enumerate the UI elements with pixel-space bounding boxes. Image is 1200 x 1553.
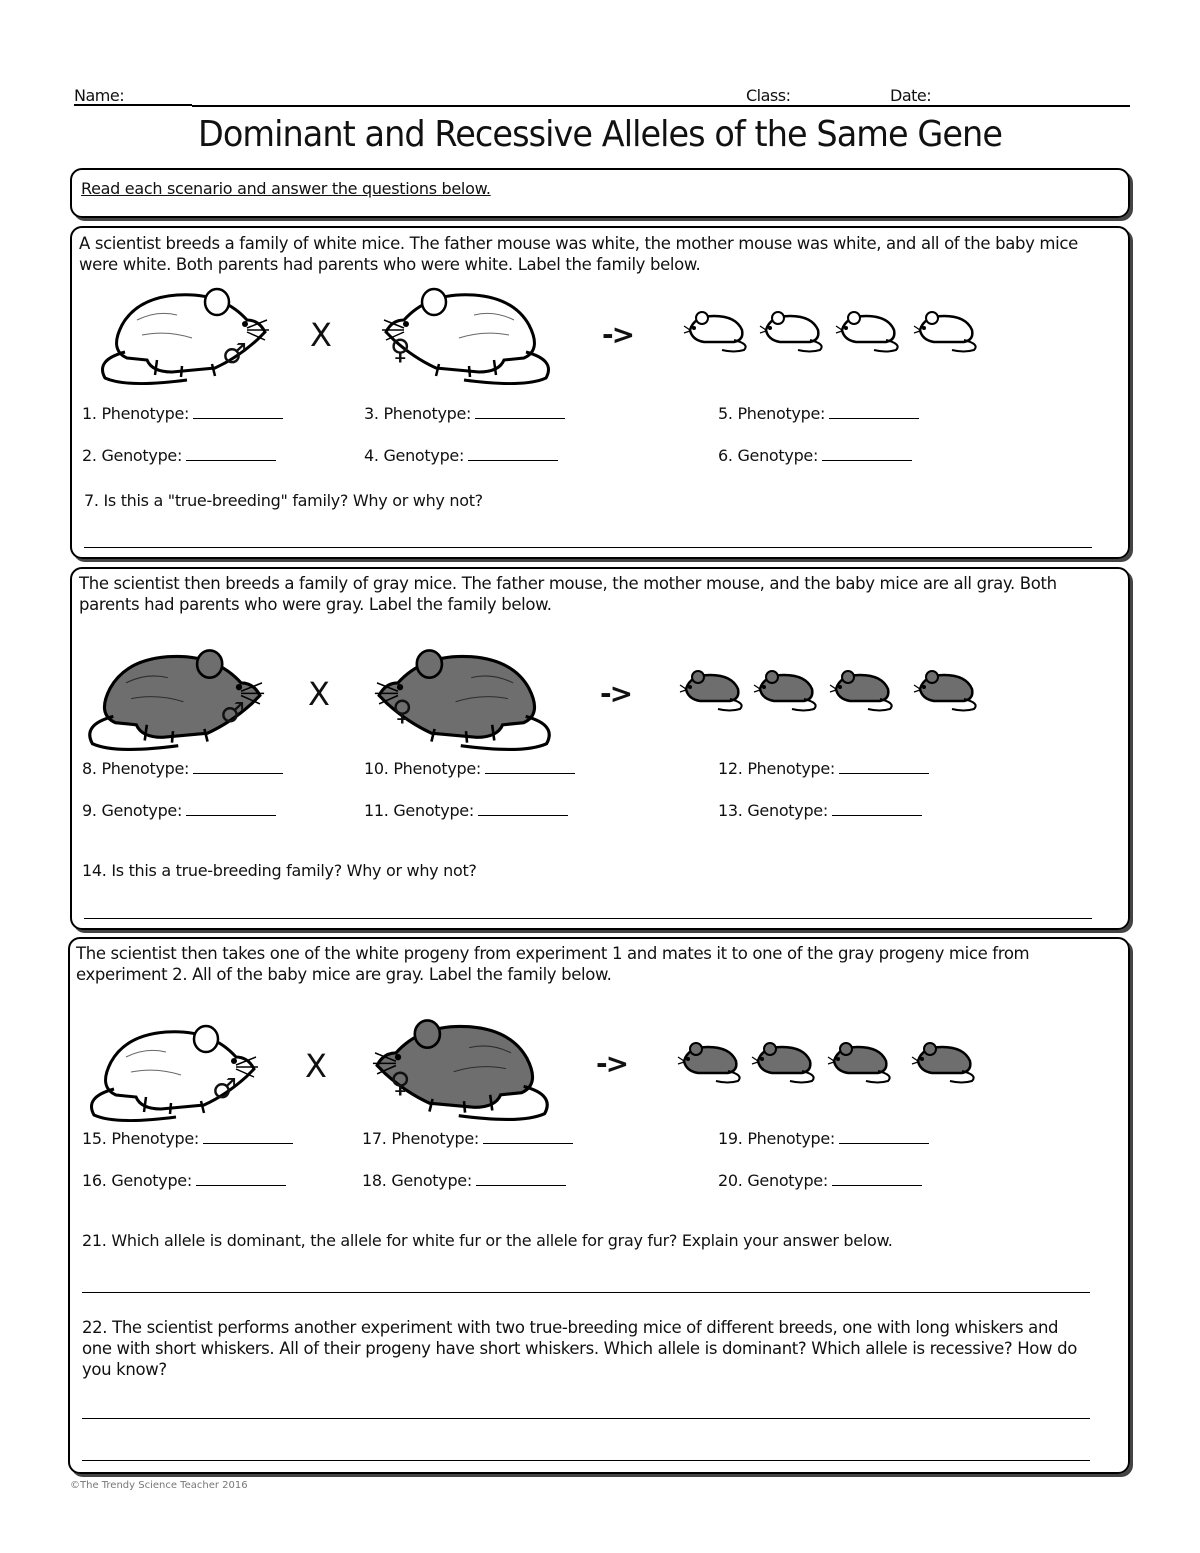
baby-mouse-white <box>914 308 982 353</box>
answer-blank[interactable] <box>475 404 565 419</box>
answer-line[interactable] <box>82 1292 1090 1293</box>
scenario-2-text: The scientist then breeds a family of gray mice. The father mouse, the mother mouse, and the baby mice are all gray. Both parents had parents who were gray. Label the family below. <box>79 574 1057 614</box>
answer-line[interactable] <box>82 1418 1090 1419</box>
answer-blank[interactable] <box>476 1171 566 1186</box>
baby-mouse-gray <box>680 667 748 712</box>
answer-blank[interactable] <box>832 1171 922 1186</box>
question-18: 18. Genotype: <box>362 1171 566 1190</box>
copyright-footer: ©The Trendy Science Teacher 2016 <box>70 1480 248 1491</box>
answer-blank[interactable] <box>839 1129 929 1144</box>
question-5: 5. Phenotype: <box>718 404 919 423</box>
answer-blank[interactable] <box>839 759 929 774</box>
baby-mouse-gray <box>678 1039 746 1084</box>
question-22: 22. The scientist performs another experiment with two true-breeding mice of different breeds, one with long whiskers and one with short whiskers. All of their progeny have short whiskers. Which allele is dominant? Which allele is recessive? How do you know? <box>82 1318 1077 1379</box>
female-symbol-icon: ♀ <box>390 1066 411 1099</box>
answer-blank[interactable] <box>483 1129 573 1144</box>
baby-mouse-gray <box>914 667 982 712</box>
question-12: 12. Phenotype: <box>718 759 929 778</box>
page-title: Dominant and Recessive Alleles of the Same Gene <box>197 114 1002 155</box>
baby-mouse-white <box>760 308 828 353</box>
baby-mouse-gray <box>754 667 822 712</box>
class-label: Class: <box>746 86 791 105</box>
baby-mouse-gray <box>828 1039 896 1084</box>
answer-blank[interactable] <box>832 801 922 816</box>
question-8: 8. Phenotype: <box>82 759 283 778</box>
answer-line[interactable] <box>84 547 1092 548</box>
answer-blank[interactable] <box>203 1129 293 1144</box>
question-3: 3. Phenotype: <box>364 404 565 423</box>
offspring-arrow: -> <box>600 677 632 710</box>
male-symbol-icon: ♂ <box>222 337 248 370</box>
question-7: 7. Is this a "true-breeding" family? Why or why not? <box>84 491 483 510</box>
name-label: Name: <box>74 86 125 105</box>
offspring-arrow: -> <box>596 1047 628 1080</box>
answer-line[interactable] <box>82 1460 1090 1461</box>
answer-blank[interactable] <box>193 404 283 419</box>
question-17: 17. Phenotype: <box>362 1129 573 1148</box>
baby-mouse-gray <box>912 1039 980 1084</box>
answer-blank[interactable] <box>193 759 283 774</box>
answer-blank[interactable] <box>478 801 568 816</box>
name-underline <box>74 104 192 106</box>
header-rule <box>192 105 1130 107</box>
question-6: 6. Genotype: <box>718 446 912 465</box>
intro-text: Read each scenario and answer the questions below. <box>81 179 491 198</box>
scenario-2-box <box>70 567 1130 930</box>
scenario-3-box <box>68 937 1130 1474</box>
baby-mouse-gray <box>752 1039 820 1084</box>
question-11: 11. Genotype: <box>364 801 568 820</box>
cross-symbol: X <box>310 316 332 354</box>
offspring-arrow: -> <box>602 318 634 351</box>
date-label: Date: <box>890 86 932 105</box>
female-symbol-icon: ♀ <box>390 333 411 366</box>
question-15: 15. Phenotype: <box>82 1129 293 1148</box>
baby-mouse-white <box>836 308 904 353</box>
male-symbol-icon: ♂ <box>212 1072 238 1105</box>
male-symbol-icon: ♂ <box>220 696 246 729</box>
question-21: 21. Which allele is dominant, the allele for white fur or the allele for gray fur? Explain your answer below. <box>82 1231 893 1250</box>
question-20: 20. Genotype: <box>718 1171 922 1190</box>
question-14: 14. Is this a true-breeding family? Why or why not? <box>82 861 477 880</box>
answer-blank[interactable] <box>485 759 575 774</box>
answer-line[interactable] <box>84 918 1092 919</box>
father-mouse-white <box>86 1017 256 1122</box>
answer-blank[interactable] <box>186 801 276 816</box>
question-10: 10. Phenotype: <box>364 759 575 778</box>
question-4: 4. Genotype: <box>364 446 558 465</box>
question-2: 2. Genotype: <box>82 446 276 465</box>
answer-blank[interactable] <box>468 446 558 461</box>
cross-symbol: X <box>305 1047 327 1085</box>
question-19: 19. Phenotype: <box>718 1129 929 1148</box>
answer-blank[interactable] <box>829 404 919 419</box>
question-9: 9. Genotype: <box>82 801 276 820</box>
answer-blank[interactable] <box>186 446 276 461</box>
question-13: 13. Genotype: <box>718 801 922 820</box>
answer-blank[interactable] <box>822 446 912 461</box>
question-16: 16. Genotype: <box>82 1171 286 1190</box>
baby-mouse-white <box>684 308 752 353</box>
scenario-1-text: A scientist breeds a family of white mice. The father mouse was white, the mother mouse was white, and all of the baby mice were white. Both parents had parents who were white. Label the family below. <box>79 234 1078 274</box>
intro-box <box>70 168 1130 218</box>
scenario-3-text: The scientist then takes one of the white progeny from experiment 1 and mates it to one of the gray progeny mice from experiment 2. All of the baby mice are gray. Label the family below. <box>76 944 1030 984</box>
answer-blank[interactable] <box>196 1171 286 1186</box>
cross-symbol: X <box>308 675 330 713</box>
question-1: 1. Phenotype: <box>82 404 283 423</box>
scenario-1-box <box>70 226 1130 559</box>
female-symbol-icon: ♀ <box>392 694 413 727</box>
baby-mouse-gray <box>830 667 898 712</box>
